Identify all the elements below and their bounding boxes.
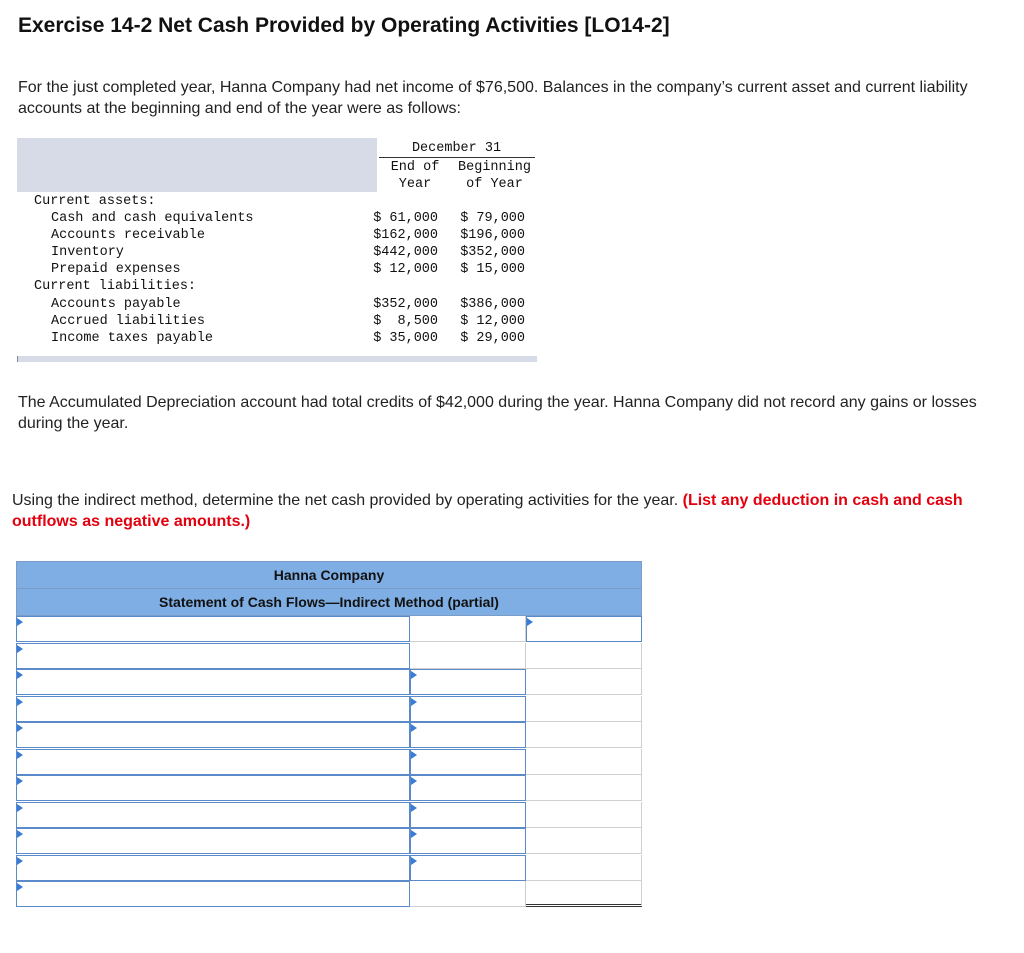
- statement-row: [16, 802, 642, 829]
- description-input[interactable]: [16, 802, 410, 828]
- description-input[interactable]: [16, 881, 410, 907]
- dropdown-indicator-icon: [411, 830, 417, 838]
- begin-value: $ 15,000: [460, 262, 525, 277]
- total-cell: [526, 643, 642, 669]
- description-input[interactable]: [16, 643, 410, 669]
- row-label: Inventory: [51, 245, 124, 260]
- begin-value: $386,000: [460, 297, 525, 312]
- total-cell: [526, 828, 642, 854]
- dropdown-indicator-icon: [411, 724, 417, 732]
- dropdown-indicator-icon: [17, 751, 23, 759]
- row-label: Prepaid expenses: [51, 262, 181, 277]
- col-beginning-of-year-header: Beginning of Year: [458, 160, 531, 192]
- amount-input[interactable]: [410, 775, 526, 801]
- begin-value: $196,000: [460, 228, 525, 243]
- end-value: $442,000: [373, 245, 438, 260]
- statement-row: [16, 749, 642, 776]
- statement-row: [16, 881, 642, 908]
- dropdown-indicator-icon: [411, 804, 417, 812]
- end-value: $ 35,000: [373, 331, 438, 346]
- amount-cell: [410, 616, 526, 642]
- end-value: $162,000: [373, 228, 438, 243]
- section-label: Current liabilities:: [34, 279, 197, 294]
- description-input[interactable]: [16, 722, 410, 748]
- depreciation-text: The Accumulated Depreciation account had total credits of $42,000 during the year. Hanna Company did not record any gains or losses during the year.: [18, 394, 977, 432]
- begin-value: $ 29,000: [460, 331, 525, 346]
- amount-input[interactable]: [410, 828, 526, 854]
- statement-subtitle: Statement of Cash Flows—Indirect Method (partial): [16, 589, 642, 616]
- row-label: Accrued liabilities: [51, 314, 205, 329]
- dropdown-indicator-icon: [17, 724, 23, 732]
- amount-input[interactable]: [410, 722, 526, 748]
- page-title: Exercise 14-2 Net Cash Provided by Operating Activities [LO14-2]: [18, 14, 670, 37]
- net-cash-total-input[interactable]: [526, 881, 642, 907]
- row-label: Cash and cash equivalents: [51, 211, 254, 226]
- dropdown-indicator-icon: [411, 777, 417, 785]
- amount-input[interactable]: [410, 855, 526, 881]
- description-input[interactable]: [16, 775, 410, 801]
- description-input[interactable]: [16, 696, 410, 722]
- statement-company: Hanna Company: [16, 561, 642, 589]
- amount-input[interactable]: [410, 802, 526, 828]
- total-cell: [526, 669, 642, 695]
- end-value: $ 61,000: [373, 211, 438, 226]
- dropdown-indicator-icon: [17, 830, 23, 838]
- amount-input[interactable]: [410, 749, 526, 775]
- dropdown-indicator-icon: [17, 804, 23, 812]
- dropdown-indicator-icon: [17, 883, 23, 891]
- section-label: Current assets:: [34, 194, 156, 209]
- statement-row: [16, 696, 642, 723]
- statement-row: [16, 828, 642, 855]
- begin-value: $352,000: [460, 245, 525, 260]
- row-label: Income taxes payable: [51, 331, 214, 346]
- statement-row: [16, 775, 642, 802]
- total-cell: [526, 775, 642, 801]
- description-input[interactable]: [16, 828, 410, 854]
- instruction-text: Using the indirect method, determine the net cash provided by operating activities for the year. (List any deduction in cash and cash outflows as negative amounts.): [12, 492, 963, 530]
- total-input[interactable]: [526, 616, 642, 642]
- total-cell: [526, 749, 642, 775]
- amount-input[interactable]: [410, 696, 526, 722]
- amount-cell: [410, 881, 526, 907]
- cash-flow-statement: [16, 561, 642, 908]
- begin-value: $ 12,000: [460, 314, 525, 329]
- row-label: Accounts payable: [51, 297, 181, 312]
- dropdown-indicator-icon: [17, 777, 23, 785]
- total-cell: [526, 722, 642, 748]
- statement-row: [16, 669, 642, 696]
- dropdown-indicator-icon: [17, 857, 23, 865]
- end-value: $ 12,000: [373, 262, 438, 277]
- instruction-note: (List any deduction in cash and cash outflows as negative amounts.): [12, 492, 963, 530]
- dropdown-indicator-icon: [527, 618, 533, 626]
- dropdown-indicator-icon: [411, 671, 417, 679]
- row-label: Accounts receivable: [51, 228, 205, 243]
- total-cell: [526, 696, 642, 722]
- description-input[interactable]: [16, 855, 410, 881]
- amount-cell: [410, 643, 526, 669]
- dropdown-indicator-icon: [411, 857, 417, 865]
- total-cell: [526, 802, 642, 828]
- description-input[interactable]: [16, 616, 410, 642]
- dropdown-indicator-icon: [17, 645, 23, 653]
- statement-row: [16, 855, 642, 882]
- dropdown-indicator-icon: [411, 751, 417, 759]
- begin-value: $ 79,000: [460, 211, 525, 226]
- statement-row: [16, 616, 642, 643]
- end-value: $352,000: [373, 297, 438, 312]
- intro-text: For the just completed year, Hanna Company had net income of $76,500. Balances in the company’s current asset and current liability accounts at the beginning and end of the year were as follows:: [18, 79, 968, 117]
- dropdown-indicator-icon: [17, 671, 23, 679]
- amount-input[interactable]: [410, 669, 526, 695]
- description-input[interactable]: [16, 669, 410, 695]
- balances-footer-band: [17, 356, 537, 362]
- dropdown-indicator-icon: [17, 698, 23, 706]
- dropdown-indicator-icon: [411, 698, 417, 706]
- end-value: $ 8,500: [373, 314, 438, 329]
- description-input[interactable]: [16, 749, 410, 775]
- dropdown-indicator-icon: [17, 618, 23, 626]
- statement-row: [16, 722, 642, 749]
- total-cell: [526, 855, 642, 881]
- balances-date-header: December 31: [411, 141, 502, 156]
- col-end-of-year-header: End of Year: [390, 160, 440, 192]
- statement-row: [16, 643, 642, 670]
